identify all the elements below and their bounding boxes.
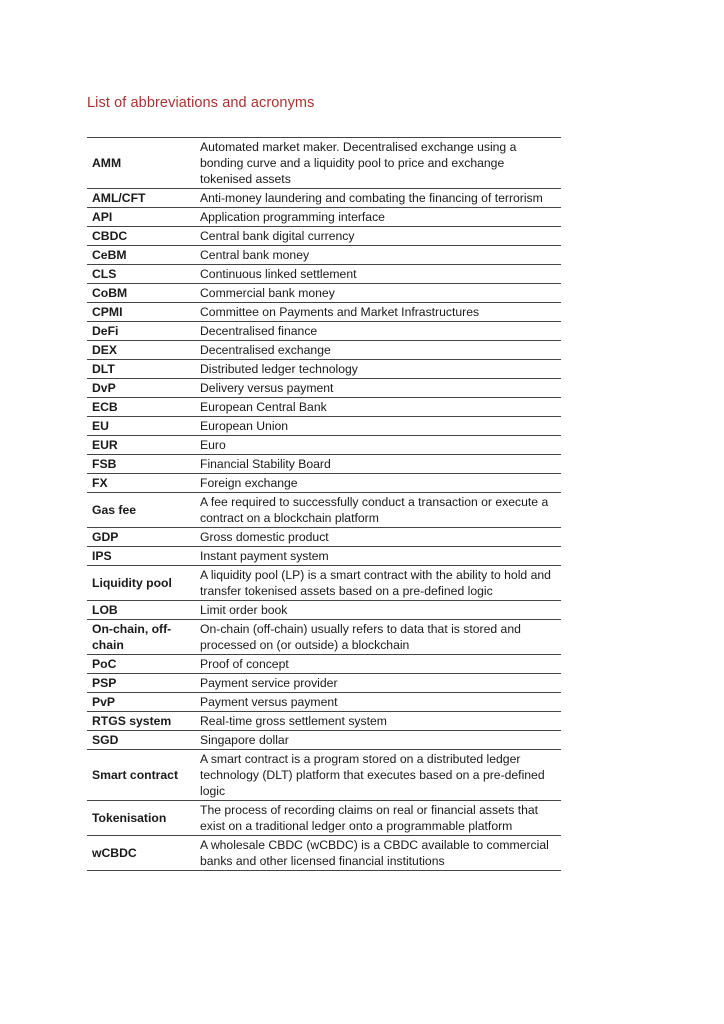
table-row [87, 417, 561, 436]
table-row [87, 360, 561, 379]
abbreviation-term: SGD [92, 733, 119, 747]
table-row [87, 655, 561, 674]
table-row [87, 620, 561, 655]
abbreviation-term: Liquidity pool [92, 576, 172, 590]
page-title: List of abbreviations and acronyms [87, 95, 315, 111]
abbreviation-definition: Foreign exchange [200, 476, 298, 490]
table-row [87, 455, 561, 474]
table-row [87, 474, 561, 493]
abbreviation-term: Tokenisation [92, 811, 167, 825]
abbreviation-term: EUR [92, 438, 118, 452]
abbreviation-definition: European Union [200, 419, 289, 433]
table-row [87, 303, 561, 322]
table-row [87, 750, 561, 801]
abbreviation-definition: On-chain (off-chain) usually refers to data that is stored and processed on (or outside) a blockchain [200, 622, 521, 652]
abbreviation-definition: Instant payment system [200, 549, 329, 563]
abbreviation-term: PSP [92, 676, 117, 690]
abbreviation-definition: Continuous linked settlement [200, 267, 357, 281]
table-row [87, 246, 561, 265]
table-row [87, 731, 561, 750]
abbreviations-table [87, 137, 561, 871]
abbreviation-term: ECB [92, 400, 118, 414]
table-row [87, 398, 561, 417]
abbreviation-definition: Distributed ledger technology [200, 362, 358, 376]
abbreviation-definition: A liquidity pool (LP) is a smart contract with the ability to hold and transfer tokenised assets based on a pre-defined logic [200, 568, 551, 598]
abbreviation-term: Gas fee [92, 503, 137, 517]
abbreviation-term: CLS [92, 267, 117, 281]
abbreviation-term: CoBM [92, 286, 128, 300]
abbreviation-definition: Singapore dollar [200, 733, 289, 747]
table-row [87, 189, 561, 208]
abbreviation-term: AMM [92, 156, 122, 170]
abbreviation-definition: The process of recording claims on real or financial assets that exist on a traditional ledger onto a programmable platform [200, 803, 539, 833]
abbreviation-definition: A smart contract is a program stored on a distributed ledger technology (DLT) platform that executes based on a pre-defined logic [200, 752, 545, 798]
table-row [87, 138, 561, 189]
abbreviation-definition: Decentralised finance [200, 324, 318, 338]
abbreviation-definition: Limit order book [200, 603, 288, 617]
table-row [87, 712, 561, 731]
abbreviation-term: DvP [92, 381, 116, 395]
table-row [87, 227, 561, 246]
abbreviation-definition: Gross domestic product [200, 530, 329, 544]
abbreviation-definition: Proof of concept [200, 657, 289, 671]
table-row [87, 801, 561, 836]
abbreviation-term: CBDC [92, 229, 128, 243]
abbreviation-term: FX [92, 476, 108, 490]
table-row [87, 284, 561, 303]
abbreviation-term: API [92, 210, 113, 224]
abbreviation-term: AML/CFT [92, 191, 146, 205]
table-row [87, 436, 561, 455]
abbreviation-definition: Application programming interface [200, 210, 385, 224]
abbreviation-definition: Delivery versus payment [200, 381, 334, 395]
table-row [87, 493, 561, 528]
abbreviation-term: FSB [92, 457, 117, 471]
abbreviation-definition: Payment versus payment [200, 695, 338, 709]
table-row [87, 601, 561, 620]
abbreviation-definition: Central bank money [200, 248, 310, 262]
abbreviation-term: EU [92, 419, 109, 433]
abbreviation-term: wCBDC [92, 846, 137, 860]
abbreviation-definition: European Central Bank [200, 400, 327, 414]
abbreviation-term: GDP [92, 530, 119, 544]
abbreviation-term: LOB [92, 603, 118, 617]
table-row [87, 693, 561, 712]
abbreviation-term: RTGS system [92, 714, 172, 728]
table-row [87, 674, 561, 693]
abbreviation-term: Smart contract [92, 768, 179, 782]
abbreviation-definition: A fee required to successfully conduct a transaction or execute a contract on a blockchain platform [200, 495, 549, 525]
table-row [87, 208, 561, 227]
table-row [87, 836, 561, 871]
abbreviation-term: DLT [92, 362, 115, 376]
table-row [87, 379, 561, 398]
abbreviation-definition: Commercial bank money [200, 286, 335, 300]
abbreviation-term: DEX [92, 343, 118, 357]
abbreviation-definition: A wholesale CBDC (wCBDC) is a CBDC available to commercial banks and other licensed financial institutions [200, 838, 549, 868]
abbreviation-definition: Central bank digital currency [200, 229, 355, 243]
abbreviation-definition: Anti-money laundering and combating the financing of terrorism [200, 191, 543, 205]
abbreviation-definition: Payment service provider [200, 676, 338, 690]
abbreviation-term: PvP [92, 695, 116, 709]
table-row [87, 322, 561, 341]
abbreviation-definition: Automated market maker. Decentralised exchange using a bonding curve and a liquidity pool to price and exchange tokenised assets [200, 140, 517, 186]
abbreviation-term: CeBM [92, 248, 127, 262]
table-row [87, 528, 561, 547]
table-row [87, 265, 561, 284]
abbreviation-definition: Euro [200, 438, 226, 452]
table-row [87, 566, 561, 601]
abbreviation-definition: Committee on Payments and Market Infrastructures [200, 305, 480, 319]
abbreviation-term: On-chain, off-chain [92, 622, 172, 652]
abbreviation-definition: Decentralised exchange [200, 343, 331, 357]
table-row [87, 341, 561, 360]
table-row [87, 547, 561, 566]
abbreviation-definition: Financial Stability Board [200, 457, 331, 471]
abbreviation-term: IPS [92, 549, 112, 563]
abbreviation-definition: Real-time gross settlement system [200, 714, 387, 728]
abbreviation-term: PoC [92, 657, 117, 671]
abbreviation-term: CPMI [92, 305, 123, 319]
abbreviation-term: DeFi [92, 324, 119, 338]
